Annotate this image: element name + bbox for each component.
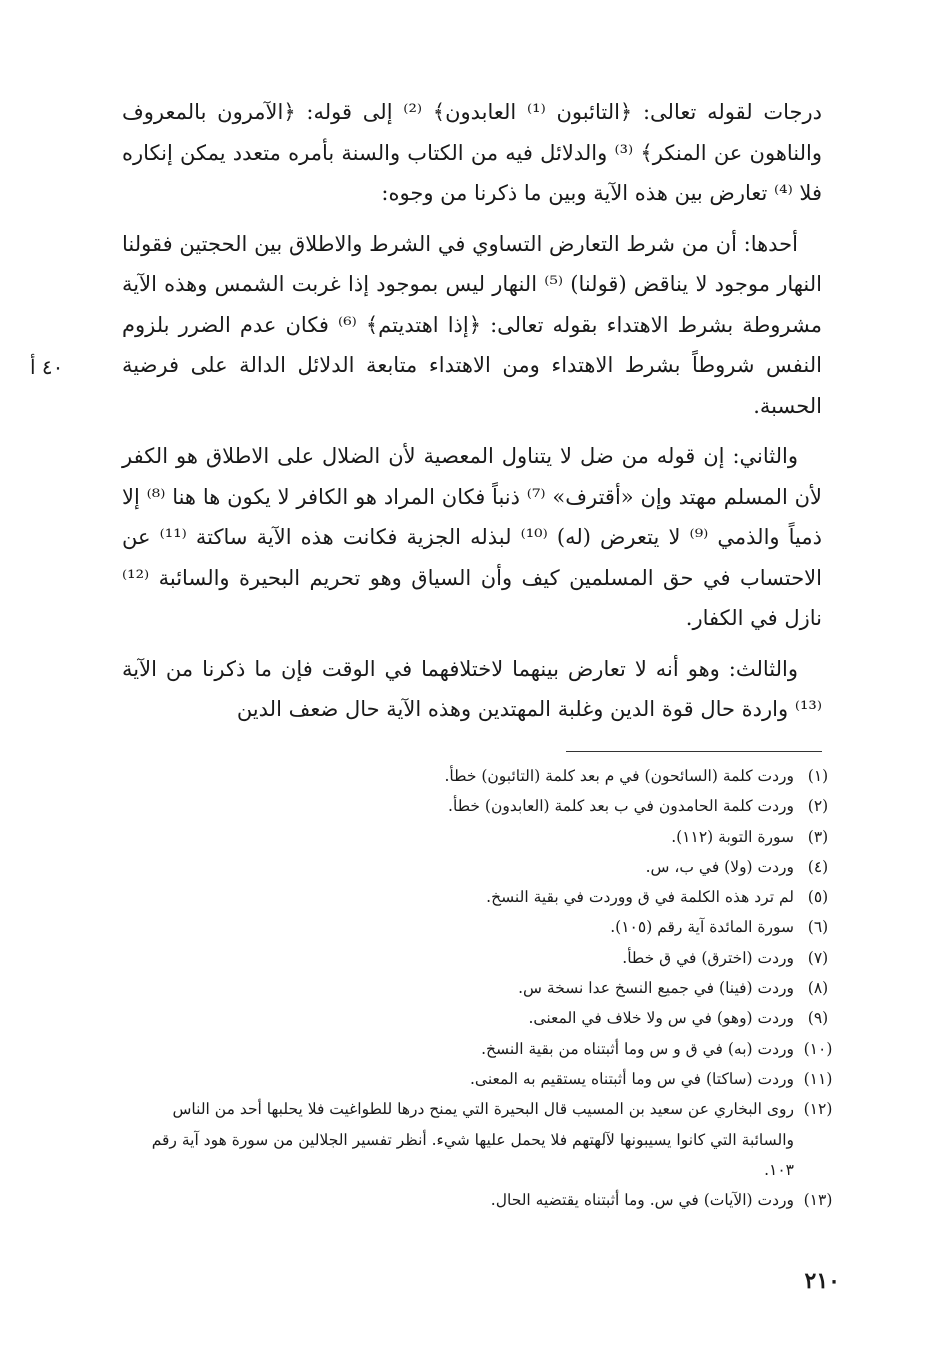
footnote-number: (١٠): [803, 1039, 833, 1058]
footnote-item: [130, 822, 842, 852]
footnote-text: وردت (به) في ق و س وما أثبتناه من بقية النسخ.: [481, 1039, 794, 1058]
footnote-item: [130, 1003, 842, 1033]
paragraph-3: والثاني: إن قوله من ضل لا يتناول المعصية لأن الضلال على الاطلاق هو الكفر لأن المسلم مهتد وإن «أقترف» ⁽⁷⁾ ذنباً فكان المراد هو الكافر لا يكون ها هنا ⁽⁸⁾ إلا ذمياً والذمي ⁽⁹⁾ لا يتعرض (له) ⁽¹⁰⁾ لبذله الجزية فكانت هذه الآية ساكتة ⁽¹¹⁾ عن الاحتساب في حق المسلمين كيف وأن السياق وهو تحريم البحيرة والسائبة ⁽¹²⁾ نازل في الكفار.: [122, 444, 822, 630]
footnote-text: سورة المائدة آية رقم (١٠٥).: [610, 918, 794, 937]
footnote-item: [130, 1034, 842, 1064]
footnote-item: [130, 943, 842, 973]
footnote-item: [130, 912, 842, 942]
footnote-item: [130, 1094, 842, 1185]
footnote-number: (٣): [807, 827, 829, 846]
paragraph-2: أحدها: أن من شرط التعارض التساوي في الشرط والاطلاق بين الحجتين فقولنا النهار موجود لا يناقض (قولنا) ⁽⁵⁾ النهار ليس بموجود إذا غربت الشمس وهذه الآية مشروطة بشرط الاهتداء بقوله تعالى: ﴿إذا اهتديتم﴾ ⁽⁶⁾ فكان عدم الضرر بلزوم النفس شروطاً بشرط الاهتداء ومن الاهتداء متابعة الدلائل الدالة على فرضية الحسبة.: [122, 231, 822, 418]
footnote-text: وردت (فينا) في جميع النسخ عدا نسخة س.: [518, 979, 794, 998]
footnote-number: (٢): [807, 797, 829, 816]
footnote-number: (١): [807, 767, 829, 785]
footnote-text: وردت (الآيات) في س. وما أثبتناه يقتضيه الحال.: [490, 1191, 794, 1210]
footnotes: [130, 761, 842, 1215]
footnote-item: [130, 1185, 842, 1215]
footnote-number: (١١): [803, 1069, 833, 1088]
footnote-number: (٨): [807, 979, 829, 998]
footnote-item: [130, 791, 842, 821]
footnote-text: روى البخاري عن سعيد بن المسيب قال البحيرة التي يمنح درها للطواغيت فلا يحلبها أحد من الناس والسائبة التي كانوا يسيبونها لآلهتهم فلا يحمل عليها شيء. أنظر تفسير الجلالين من سورة هود آية رقم ١٠٣.: [151, 1100, 794, 1179]
main-text: [122, 92, 822, 740]
paragraph-1: درجات لقوله تعالى: ﴿التائبون ⁽¹⁾ العابدون﴾ ⁽²⁾ إلى قوله: ﴿الآمرون بالمعروف والناهون عن المنكر﴾ ⁽³⁾ والدلائل فيه من الكتاب والسنة بأمره متعدد يمكن إنكاره فلا ⁽⁴⁾ تعارض بين هذه الآية وبين ما ذكرنا من وجوه:: [122, 100, 822, 205]
manuscript-folio-marker: ٤٠ أ: [30, 355, 64, 379]
page-number: ٢١٠: [804, 1268, 840, 1294]
footnote-text: سورة التوبة (١١٢).: [671, 827, 794, 846]
footnote-text: وردت كلمة (السائحون) في م بعد كلمة (التائبون) خطأ.: [444, 767, 794, 785]
footnote-number: (٥): [807, 888, 829, 907]
footnote-number: (٩): [807, 1009, 829, 1028]
footnote-number: (٤): [807, 857, 829, 876]
footnote-text: لم ترد هذه الكلمة في ق ووردت في بقية النسخ.: [486, 888, 794, 907]
footnote-number: (١٢): [803, 1100, 833, 1119]
footnote-number: (٧): [807, 948, 829, 967]
footnote-item: [130, 882, 842, 912]
footnote-separator: [566, 751, 822, 752]
paragraph-4: والثالث: وهو أنه لا تعارض بينهما لاختلافهما في الوقت فإن ما ذكرنا من الآية ⁽¹³⁾ واردة حال قوة الدين وغلبة المهتدين وهذه الآية حال ضعف الدين: [122, 656, 822, 721]
footnote-number: (٦): [807, 918, 829, 937]
footnote-item: [130, 973, 842, 1003]
footnote-text: وردت كلمة الحامدون في ب بعد كلمة (العابدون) خطأ.: [448, 797, 794, 816]
footnote-text: وردت (وهو) في س ولا خلاف في المعنى.: [528, 1009, 794, 1028]
footnote-text: وردت (ولا) في ب، س.: [645, 857, 794, 876]
footnote-item: [130, 1064, 842, 1094]
footnote-text: وردت (اخترق) في ق خطأ.: [622, 948, 794, 967]
footnote-item: [130, 852, 842, 882]
footnote-number: (١٣): [803, 1191, 833, 1210]
footnote-item: [130, 761, 842, 791]
footnote-text: وردت (ساكتا) في س وما أثبتناه يستقيم به المعنى.: [470, 1069, 794, 1088]
